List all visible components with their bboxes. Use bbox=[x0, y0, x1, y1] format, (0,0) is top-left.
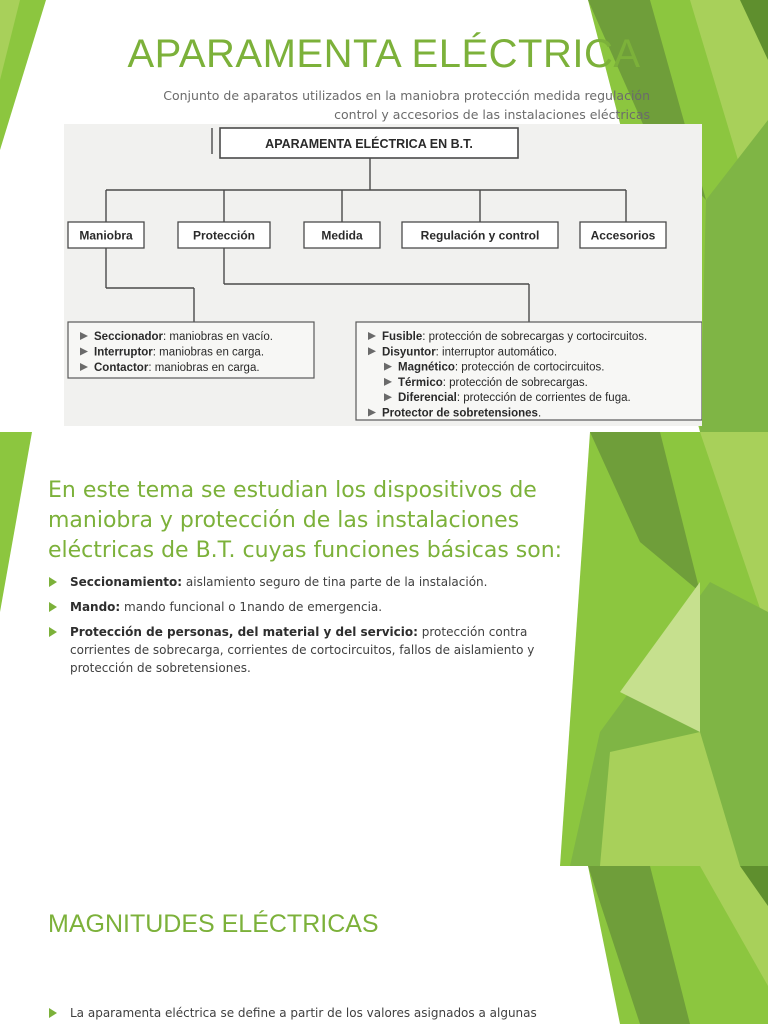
slide-1 bbox=[0, 0, 768, 432]
slide-subtitle bbox=[130, 86, 650, 124]
bullet-arrow-icon bbox=[49, 602, 57, 612]
bullet-text: aislamiento seguro de tina parte de la instalación. bbox=[182, 575, 488, 589]
category-label-1: Protección bbox=[192, 228, 256, 243]
bullet-text: protección contra corrientes de sobrecarga, corrientes de cortocircuitos, fallos de aislamiento y protección de sobretensiones. bbox=[70, 625, 535, 675]
bullet-arrow-icon bbox=[49, 577, 57, 587]
functions-lead-text: En este tema se estudian los dispositivos de maniobra y protección de las instalaciones eléctricas de B.T. cuyas funciones básicas son: bbox=[48, 478, 563, 563]
slide-3 bbox=[0, 866, 768, 1024]
diagram-list-item: Fusible: protección de sobrecargas y cortocircuitos. bbox=[382, 331, 648, 343]
bullet-text: mando funcional o 1nando de emergencia. bbox=[120, 600, 383, 614]
subtitle-line-2: control y accesorios de las instalaciones eléctricas bbox=[334, 107, 650, 122]
diagram-list-item: Protector de sobretensiones. bbox=[382, 407, 542, 420]
bullet-term: Seccionamiento: bbox=[70, 575, 183, 589]
slide-title: APARAMENTA ELÉCTRICA bbox=[127, 32, 641, 76]
category-label-4: Accesorios bbox=[590, 228, 656, 243]
diagram-list-item: Térmico: protección de sobrecargas. bbox=[398, 376, 588, 389]
category-label-2: Medida bbox=[321, 228, 363, 243]
bullet-text: La aparamenta eléctrica se define a partir de los valores asignados a algunas bbox=[70, 1006, 537, 1020]
bullet-term: Mando: bbox=[70, 600, 121, 614]
subtitle-line-1: Conjunto de aparatos utilizados en la maniobra protección medida regulación bbox=[163, 88, 650, 103]
bullet-mando bbox=[48, 598, 588, 616]
bullet-magnitudes bbox=[48, 1004, 588, 1022]
diagram-list-item: Disyuntor: interruptor automático. bbox=[382, 346, 558, 359]
category-label-0: Maniobra bbox=[79, 228, 133, 243]
bullet-seccionamiento bbox=[48, 573, 588, 591]
green-decoration-right-facets bbox=[0, 866, 768, 1024]
magnitudes-bullet-list bbox=[48, 1004, 588, 1024]
bullet-proteccion bbox=[48, 623, 588, 677]
diagram-list-item: Magnético: protección de cortocircuitos. bbox=[398, 361, 605, 374]
category-label-3: Regulación y control bbox=[420, 228, 540, 243]
slide-2 bbox=[0, 432, 768, 866]
bullet-arrow-icon bbox=[49, 627, 57, 637]
diagram-list-item: Diferencial: protección de corrientes de fuga. bbox=[398, 392, 631, 405]
section-title: MAGNITUDES ELÉCTRICAS bbox=[48, 910, 379, 938]
diagram-list-item: Seccionador: maniobras en vacío. bbox=[94, 331, 273, 343]
bullet-arrow-icon bbox=[49, 1008, 57, 1018]
aparamenta-diagram bbox=[64, 124, 702, 426]
bullet-term: Protección de personas, del material y del servicio: bbox=[70, 625, 418, 639]
diagram-list-item: Interruptor: maniobras en carga. bbox=[94, 346, 265, 359]
diagram-list-item: Contactor: maniobras en carga. bbox=[94, 362, 260, 374]
diagram-root-label: APARAMENTA ELÉCTRICA EN B.T. bbox=[265, 137, 473, 151]
functions-bullet-list bbox=[48, 573, 588, 684]
